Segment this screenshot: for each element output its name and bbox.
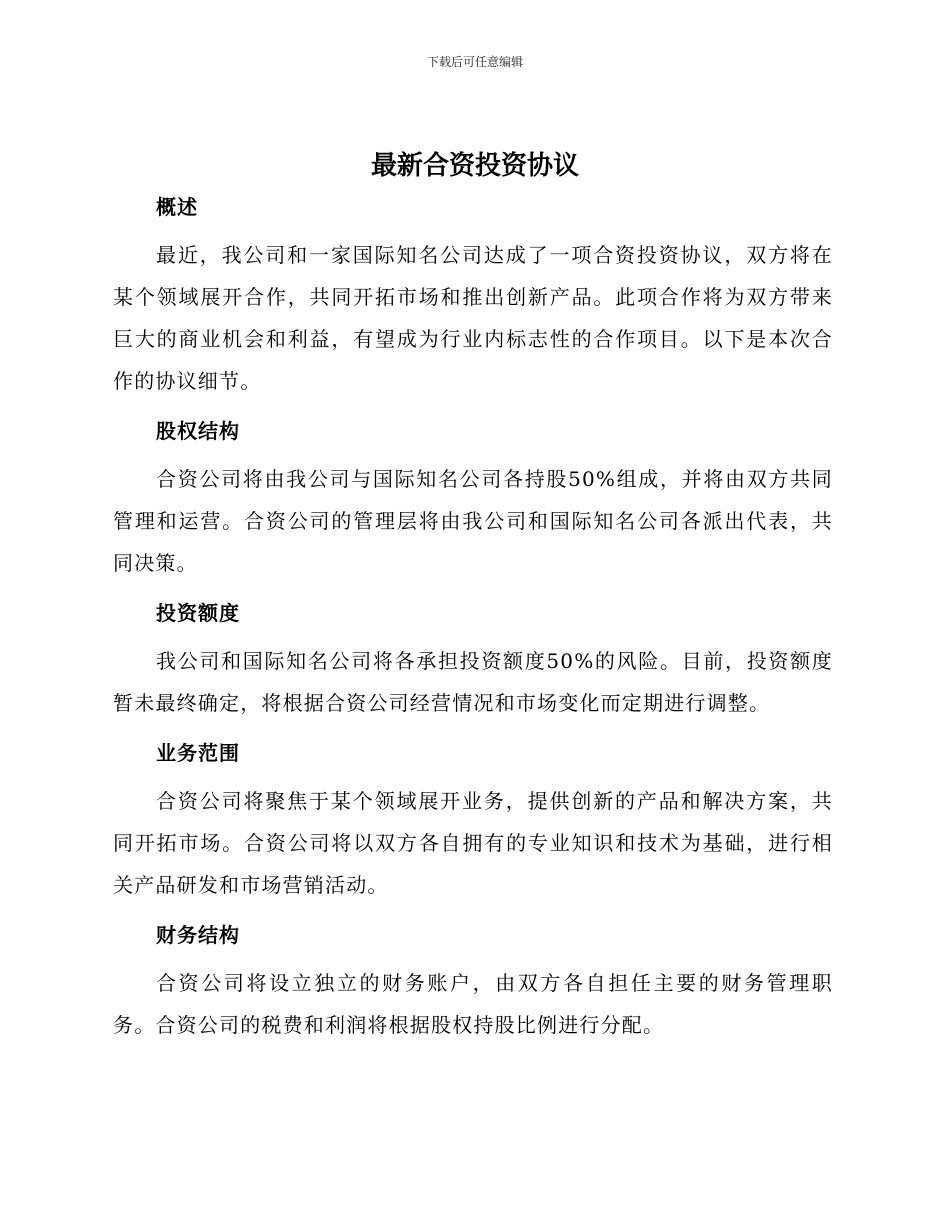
section-paragraph: 合资公司将设立独立的财务账户，由双方各自担任主要的财务管理职务。合资公司的税费和利润将根据股权持股比例进行分配。 xyxy=(113,971,833,1037)
section-investment-amount xyxy=(113,594,833,724)
section-overview xyxy=(113,188,833,402)
document-body xyxy=(113,188,833,1056)
section-heading: 投资额度 xyxy=(156,601,240,625)
document-title: 最新合资投资协议 xyxy=(370,151,579,181)
section-heading: 财务结构 xyxy=(156,923,240,947)
section-heading: 概述 xyxy=(156,195,198,219)
section-paragraph: 我公司和国际知名公司将各承担投资额度50%的风险。目前，投资额度暂未最终确定，将根据合资公司经营情况和市场变化而定期进行调整。 xyxy=(113,649,833,715)
section-business-scope xyxy=(113,734,833,906)
section-equity-structure xyxy=(113,412,833,584)
section-heading: 业务范围 xyxy=(156,741,240,765)
section-financial-structure xyxy=(113,916,833,1046)
section-paragraph: 合资公司将聚焦于某个领域展开业务，提供创新的产品和解决方案，共同开拓市场。合资公司将以双方各自拥有的专业知识和技术为基础，进行相关产品研发和市场营销活动。 xyxy=(113,789,833,897)
page-header-note: 下载后可任意编辑 xyxy=(426,55,523,69)
section-heading: 股权结构 xyxy=(156,419,240,443)
section-paragraph: 合资公司将由我公司与国际知名公司各持股50%组成，并将由双方共同管理和运营。合资公司的管理层将由我公司和国际知名公司各派出代表，共同决策。 xyxy=(113,467,833,575)
section-paragraph: 最近，我公司和一家国际知名公司达成了一项合资投资协议，双方将在某个领域展开合作，共同开拓市场和推出创新产品。此项合作将为双方带来巨大的商业机会和利益，有望成为行业内标志性的合作项目。以下是本次合作的协议细节。 xyxy=(113,243,833,393)
